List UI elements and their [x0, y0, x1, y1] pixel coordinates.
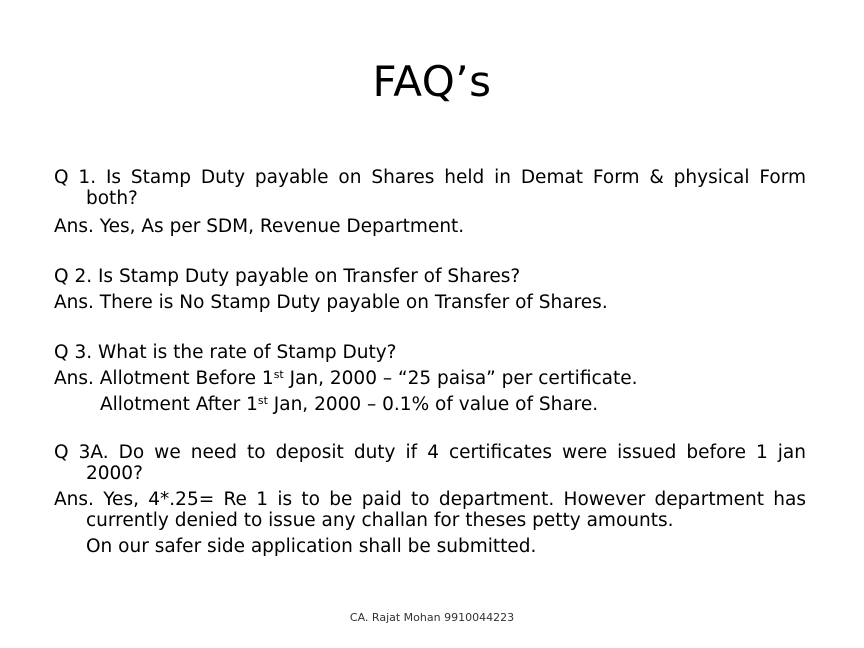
- faq-answer-continuation: [54, 392, 806, 418]
- faq-answer: Ans. There is No Stamp Duty payable on Transfer of Shares.: [54, 292, 608, 313]
- ordinal-suffix: st: [273, 368, 284, 381]
- faq-answer-continuation: On our safer side application shall be submitted.: [86, 536, 537, 557]
- faq-question: Q 3A. Do we need to deposit duty if 4 certificates were issued before 1 jan 2000?: [54, 442, 806, 484]
- ordinal-suffix: st: [257, 394, 268, 407]
- faq-question: Q 3. What is the rate of Stamp Duty?: [54, 342, 397, 363]
- footer-credit: CA. Rajat Mohan 9910044223: [349, 611, 515, 624]
- answer-text: Jan, 2000 – 0.1% of value of Share.: [267, 394, 599, 415]
- answer-text: Ans. Allotment Before 1: [54, 368, 274, 389]
- faq-answer: Ans. Yes, As per SDM, Revenue Department.: [54, 216, 465, 237]
- answer-text: Jan, 2000 – “25 paisa” per certificate.: [283, 368, 638, 389]
- faq-item-q3: [54, 340, 806, 418]
- answer-text: Allotment After 1: [100, 394, 258, 415]
- faq-item-q2: [54, 264, 806, 316]
- faq-list: [54, 164, 806, 584]
- faq-item-q1: [54, 167, 806, 240]
- page-title: FAQ’s: [372, 57, 492, 106]
- faq-item-q3a: [54, 442, 806, 560]
- faq-answer: Ans. Yes, 4*.25= Re 1 is to be paid to department. However department has currently denied to issue any challan for theses petty amounts.: [54, 489, 806, 531]
- faq-question: Q 2. Is Stamp Duty payable on Transfer of Shares?: [54, 266, 521, 287]
- faq-question: Q 1. Is Stamp Duty payable on Shares held in Demat Form & physical Form both?: [54, 167, 806, 209]
- faq-answer: [54, 366, 806, 392]
